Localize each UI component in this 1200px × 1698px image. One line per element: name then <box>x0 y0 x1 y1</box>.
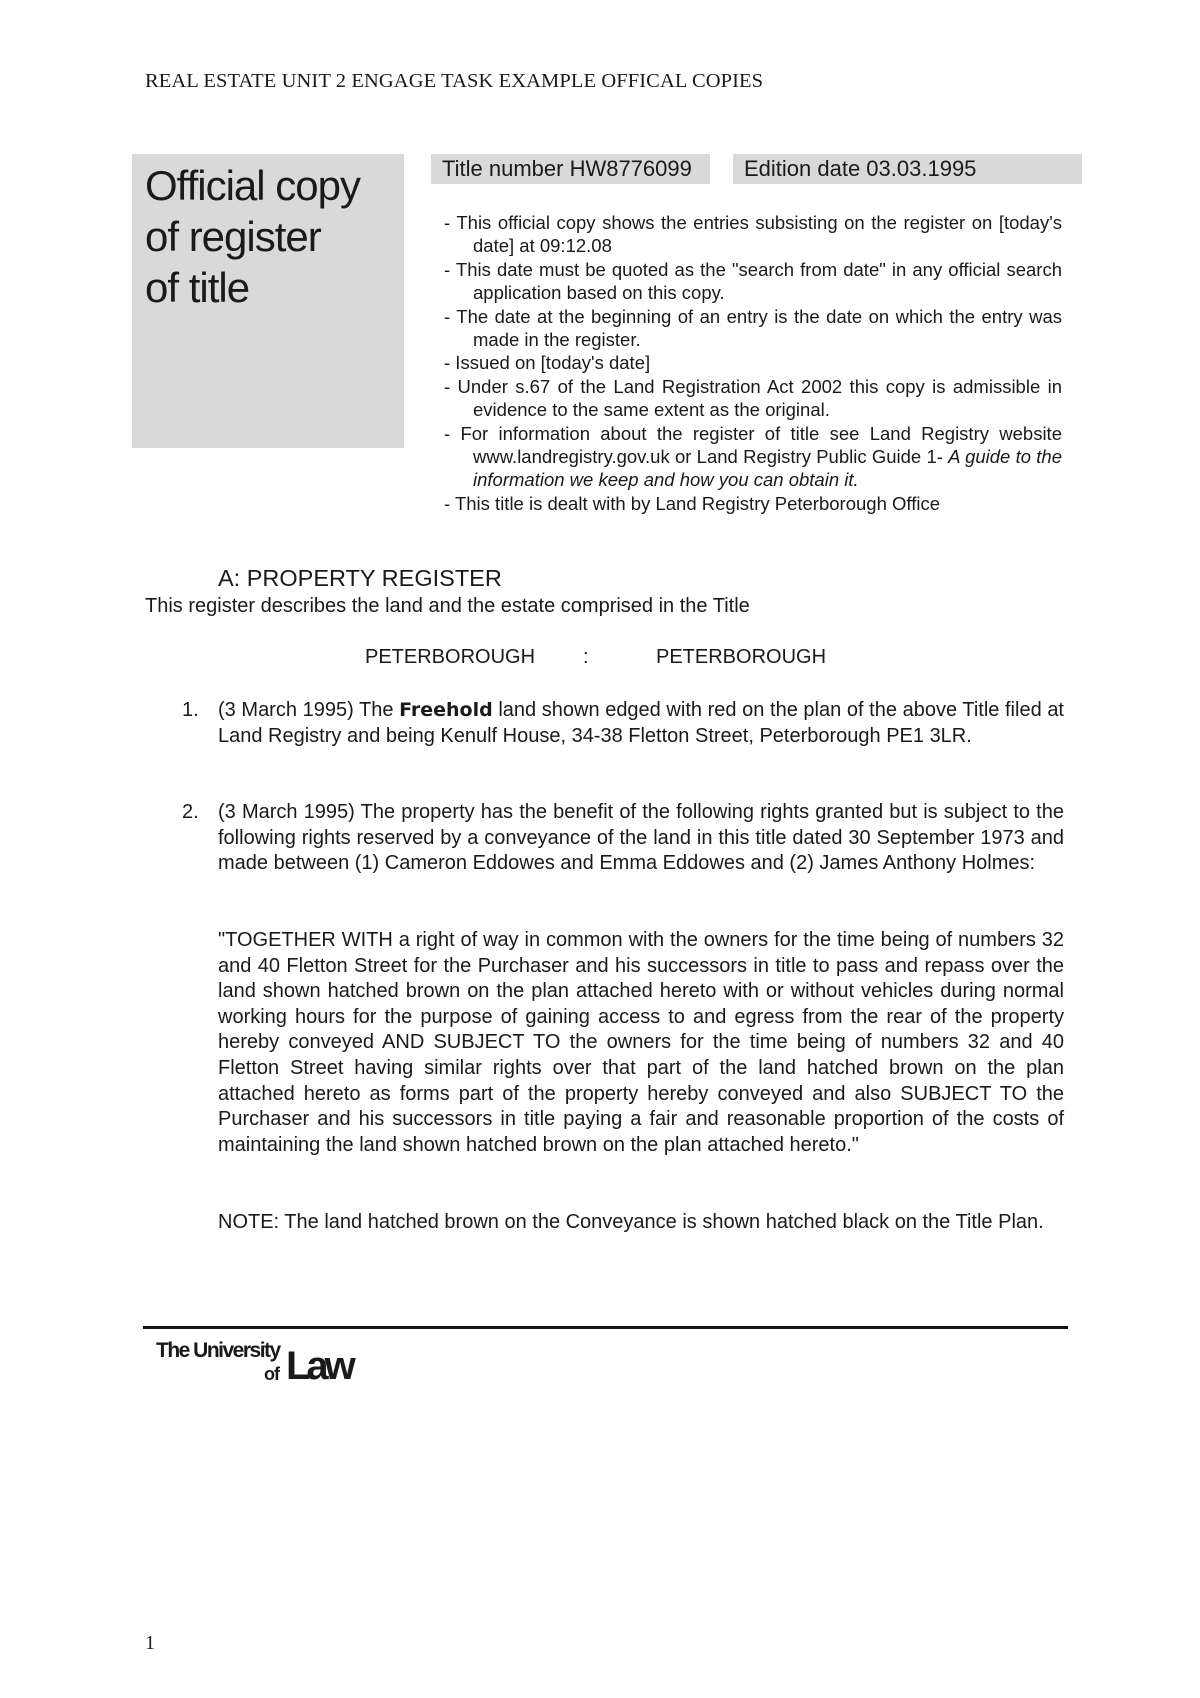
register-entry <box>218 698 1064 749</box>
register-entry: (3 March 1995) The property has the benefit of the following rights granted but is subject to the following rights reserved by a conveyance of the land in this title dated 30 September 1973 and made between (1) Cameron Eddowes and Emma Eddowes and (2) James Anthony Holmes: <box>218 801 1064 875</box>
logo-line-3: Law <box>286 1344 352 1388</box>
note-item: - The date at the beginning of an entry is the date on which the entry was made in the register. <box>444 305 1062 351</box>
note-item: - This title is dealt with by Land Registry Peterborough Office <box>444 492 940 514</box>
logo-line-1: The University <box>156 1339 280 1362</box>
location-district: PETERBOROUGH <box>656 646 827 668</box>
entry-text: land shown edged with red on the plan of the above Title filed at Land Registry and being Kenulf House, 34-38 Fletton Street, Peterborough PE1 3LR. <box>218 699 1064 747</box>
edition-date: Edition date 03.03.1995 <box>733 154 1082 184</box>
page-number: 1 <box>145 1632 155 1654</box>
university-of-law-logo <box>156 1336 366 1396</box>
location-county: PETERBOROUGH <box>365 646 536 668</box>
footer-rule <box>143 1326 1068 1329</box>
title-box-heading <box>145 160 360 313</box>
note-info-text: - For information about the register of title see Land Registry website www.landregistry.gov.uk or Land Registry Public Guide 1- <box>444 422 1062 468</box>
title-line-3: of title <box>145 264 250 311</box>
logo-line-2: of <box>264 1364 279 1384</box>
note-item: - This date must be quoted as the "search from date" in any official search application based on this copy. <box>444 258 1062 304</box>
entry-note: NOTE: The land hatched brown on the Conveyance is shown hatched black on the Title Plan. <box>218 1211 1044 1233</box>
title-line-1: Official copy <box>145 162 360 209</box>
section-description: This register describes the land and the estate comprised in the Title <box>145 595 750 617</box>
note-item: - Issued on [today's date] <box>444 352 651 374</box>
section-heading: A: PROPERTY REGISTER <box>218 565 502 591</box>
location-separator: : <box>583 646 589 668</box>
entry-number: 1. <box>182 699 199 721</box>
note-item-info <box>444 422 1062 492</box>
document-header: REAL ESTATE UNIT 2 ENGAGE TASK EXAMPLE OFFICAL COPIES <box>145 70 764 92</box>
title-line-2: of register <box>145 213 321 260</box>
note-item: - Under s.67 of the Land Registration Act 2002 this copy is admissible in evidence to the same extent as the original. <box>444 375 1062 421</box>
notes-list <box>444 211 1062 515</box>
title-number: Title number HW8776099 <box>431 154 710 184</box>
note-info-guide-title: A guide to the information we keep and how you can obtain it. <box>473 446 1062 491</box>
conveyance-quote: "TOGETHER WITH a right of way in common with the owners for the time being of numbers 32 and 40 Fletton Street for the Purchaser and his successors in title to pass and repass over the land shown hatched brown on the plan attached hereto with or without vehicles during normal working hours for the purpose of gaining access to and egress from the rear of the property hereby conveyed AND SUBJECT TO the owners for the time being of numbers 32 and 40 Fletton Street having similar rights over that part of the land hatched brown on the plan attached hereto as forms part of the property hereby conveyed and also SUBJECT TO the Purchaser and his successors in title paying a fair and reasonable proportion of the costs of maintaining the land shown hatched brown on the plan attached hereto." <box>218 929 1064 1156</box>
title-box <box>132 154 404 448</box>
entry-text: (3 March 1995) The <box>218 699 400 721</box>
entry-estate-type: Freehold <box>399 699 493 721</box>
note-item: - This official copy shows the entries subsisting on the register on [today's date] at 09:12.08 <box>444 212 1062 257</box>
entry-number: 2. <box>182 801 199 823</box>
